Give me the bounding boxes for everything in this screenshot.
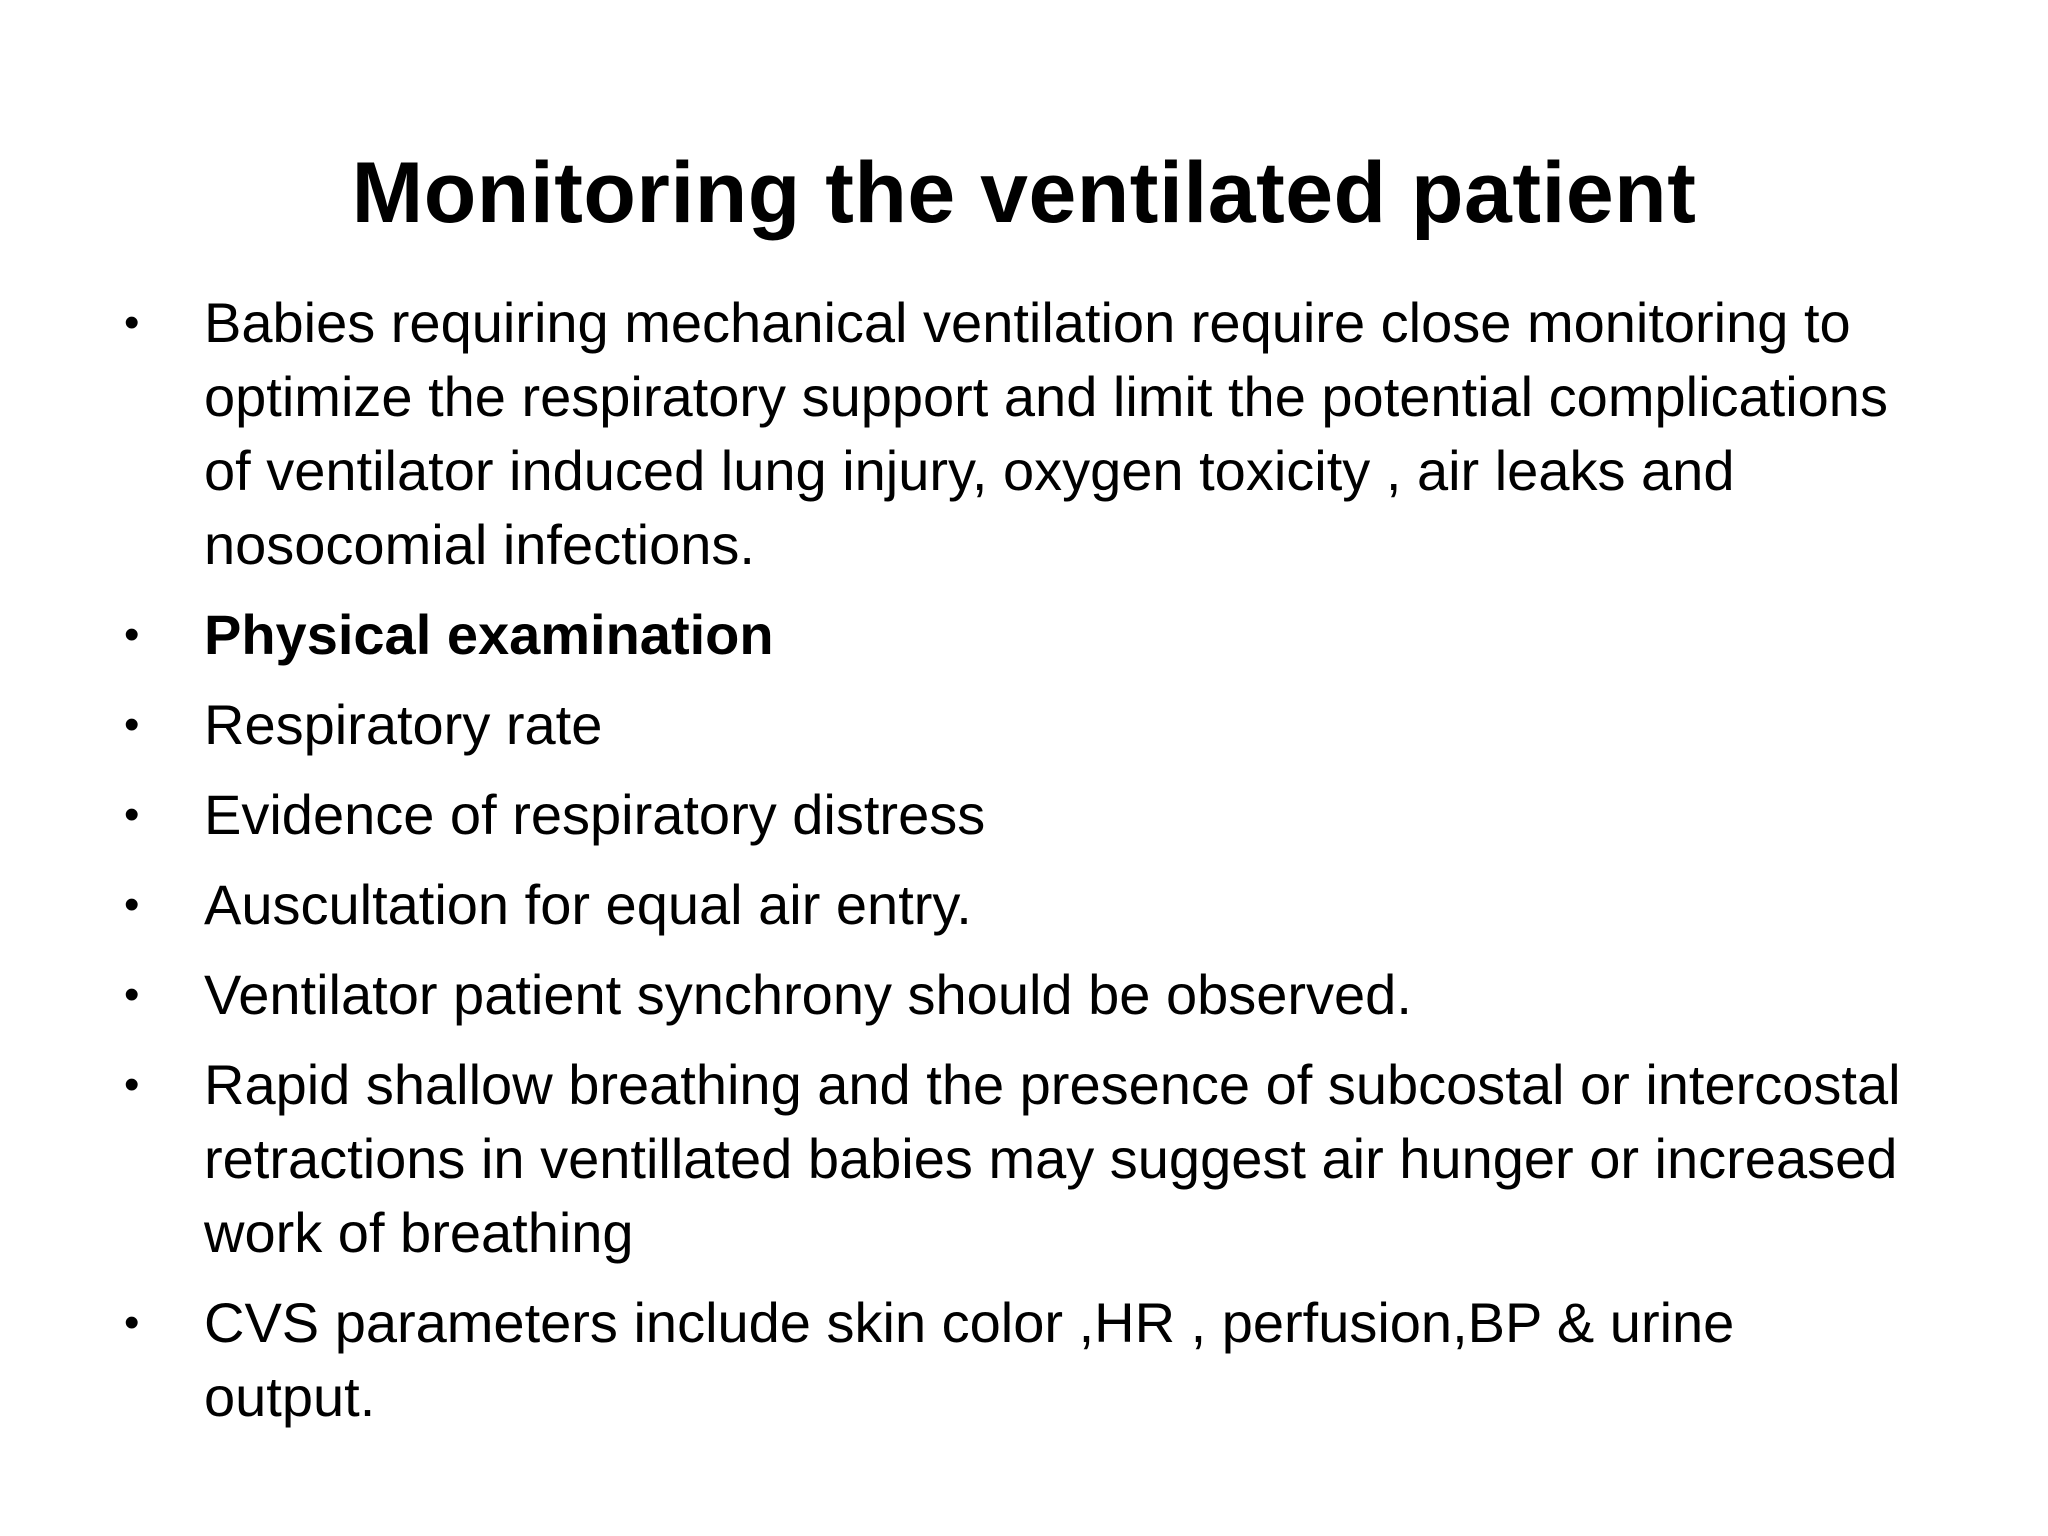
bullet-text: Auscultation for equal air entry.	[204, 873, 972, 936]
bullet-dot-icon: •	[124, 1298, 140, 1347]
bullet-dot-icon: •	[124, 790, 140, 839]
bullet-list	[120, 286, 1920, 1450]
bullet-dot-icon: •	[124, 298, 140, 347]
bullet-item	[120, 1286, 1920, 1434]
slide-title: Monitoring the ventilated patient	[351, 145, 1697, 241]
bullet-item	[120, 688, 1920, 762]
bullet-item	[120, 958, 1920, 1032]
bullet-text: CVS parameters include skin color ,HR , perfusion,BP & urine output.	[204, 1291, 1735, 1428]
bullet-item	[120, 1048, 1920, 1270]
bullet-text: Evidence of respiratory distress	[204, 783, 986, 846]
bullet-item	[120, 598, 1920, 672]
bullet-heading: Physical examination	[204, 603, 774, 666]
bullet-dot-icon: •	[124, 610, 140, 659]
bullet-text: Ventilator patient synchrony should be observed.	[204, 963, 1412, 1026]
bullet-dot-icon: •	[124, 1060, 140, 1109]
bullet-dot-icon: •	[124, 880, 140, 929]
bullet-dot-icon: •	[124, 970, 140, 1019]
bullet-text: Rapid shallow breathing and the presence of subcostal or intercostal retractions in ventillated babies may suggest air hunger or increased work of breathing	[204, 1053, 1901, 1264]
bullet-dot-icon: •	[124, 700, 140, 749]
bullet-item	[120, 778, 1920, 852]
bullet-item	[120, 868, 1920, 942]
bullet-text: Respiratory rate	[204, 693, 603, 756]
bullet-item	[120, 286, 1920, 582]
bullet-text: Babies requiring mechanical ventilation require close monitoring to optimize the respiratory support and limit the potential complications of ventilator induced lung injury, oxygen toxicity , air leaks and nosocomial infections.	[204, 291, 1888, 576]
